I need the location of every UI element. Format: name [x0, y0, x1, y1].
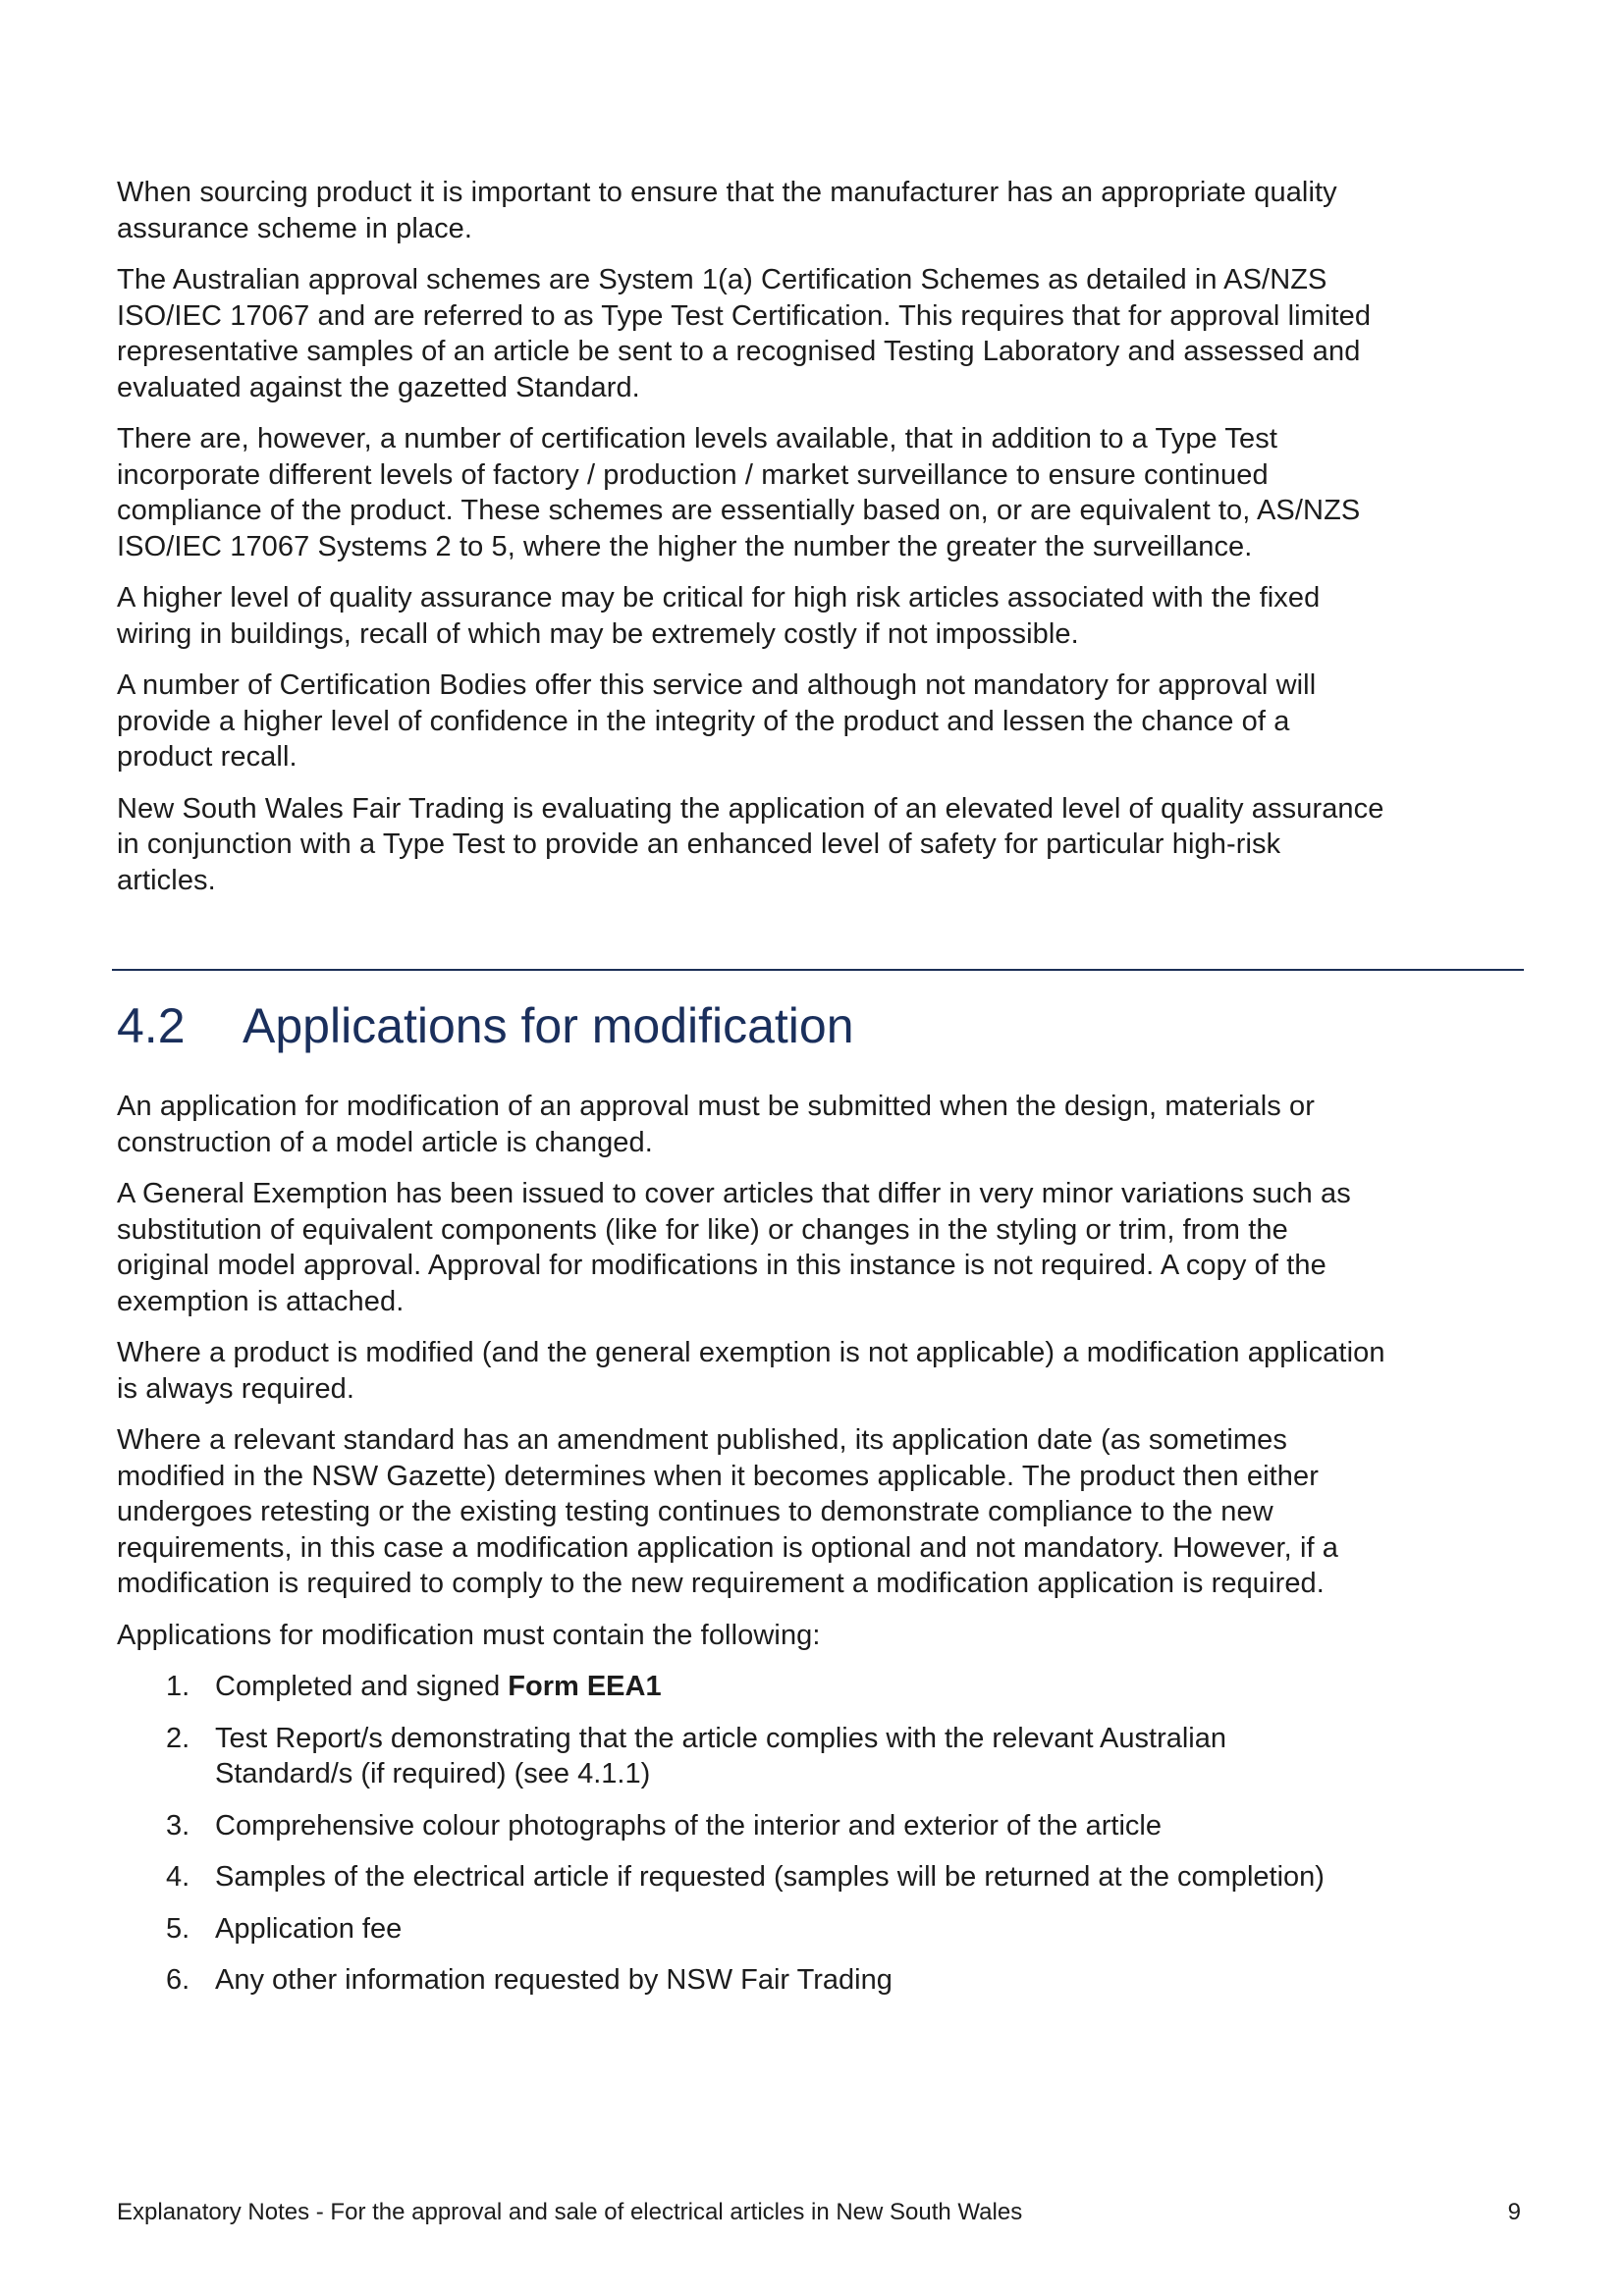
intro-paragraph-2: The Australian approval schemes are System 1(a) Certification Schemes as detailed in AS/NZS ISO/IEC 17067 and are referred to as Type Test Certification. This requires that for approval limited representative samples of an article be sent to a recognised Testing Laboratory and assessed and evaluated against the gazetted Standard. — [117, 264, 1372, 403]
list-item — [117, 1669, 1521, 1705]
list-item — [117, 1808, 1521, 1844]
section-paragraph-3: Where a product is modified (and the general exemption is not applicable) a modification application is always required. — [117, 1337, 1385, 1405]
page-footer — [117, 2198, 1521, 2227]
section-paragraph-5: Applications for modification must contain the following: — [117, 1619, 821, 1651]
list-item-number: 3. — [166, 1809, 190, 1842]
intro-paragraph-6: New South Wales Fair Trading is evaluating the application of an elevated level of quality assurance in conjunction with a Type Test to provide an enhanced level of safety for particular high-risk articles. — [117, 792, 1384, 896]
list-item-number: 6. — [166, 1964, 190, 1996]
intro-paragraph-5: A number of Certification Bodies offer this service and although not mandatory for approval will provide a higher level of confidence in the integrity of the product and lessen the chance of a product recall. — [117, 669, 1317, 773]
intro-paragraph-3: There are, however, a number of certification levels available, that in addition to a Type Test incorporate different levels of factory / production / market surveillance to ensure continued compliance of the product. These schemes are essentially based on, or are equivalent to, AS/NZS ISO/IEC 17067 Systems 2 to 5, where the higher the number the greater the surveillance. — [117, 423, 1361, 562]
list-item-text: Samples of the electrical article if requested (samples will be returned at the completion) — [215, 1861, 1325, 1893]
list-item-text: Any other information requested by NSW Fair Trading — [215, 1964, 893, 1996]
section-paragraph-1: An application for modification of an approval must be submitted when the design, materials or construction of a model article is changed. — [117, 1091, 1316, 1158]
list-item-text: Comprehensive colour photographs of the interior and exterior of the article — [215, 1809, 1162, 1842]
list-item — [117, 1962, 1521, 1999]
list-item — [117, 1859, 1521, 1896]
page-number: 9 — [1507, 2199, 1521, 2225]
list-item-text-plain: Completed and signed — [215, 1671, 509, 1702]
section-title: Applications for modification — [243, 998, 854, 1053]
list-item-text: Test Report/s demonstrating that the article complies with the relevant Australian Standard/s (if required) (see 4.1.1) — [215, 1722, 1227, 1789]
list-item-number: 4. — [166, 1861, 190, 1893]
list-item-text — [215, 1669, 662, 1705]
list-item — [117, 1911, 1521, 1948]
intro-paragraph-4: A higher level of quality assurance may be critical for high risk articles associated with the fixed wiring in buildings, recall of which may be extremely costly if not impossible. — [117, 582, 1321, 650]
list-item-number: 5. — [166, 1912, 190, 1945]
section-paragraph-4: Where a relevant standard has an amendment published, its application date (as sometimes modified in the NSW Gazette) determines when it becomes applicable. The product then either undergoes retesting or the existing testing continues to demonstrate compliance to the new requirements, in this case a modification application is optional and not mandatory. However, if a modification is required to comply to the new requirement a modification application is required. — [117, 1424, 1339, 1599]
requirements-list — [117, 1669, 1521, 1999]
page-content — [117, 175, 1521, 2014]
list-item-number: 2. — [166, 1722, 190, 1754]
section-number: 4.2 — [117, 998, 186, 1053]
footer-title: Explanatory Notes - For the approval and sale of electrical articles in New South Wales — [117, 2199, 1023, 2225]
section-divider — [112, 969, 1524, 971]
form-name: Form EEA1 — [508, 1671, 662, 1702]
intro-paragraph-1: When sourcing product it is important to ensure that the manufacturer has an appropriate quality assurance scheme in place. — [117, 177, 1337, 244]
list-item-text: Application fee — [215, 1912, 403, 1945]
section-heading — [117, 996, 1521, 1055]
section-paragraph-2: A General Exemption has been issued to cover articles that differ in very minor variations such as substitution of equivalent components (like for like) or changes in the styling or trim, from the original model approval. Approval for modifications in this instance is not required. A copy of the exemption is attached. — [117, 1178, 1351, 1317]
list-item-number: 1. — [166, 1671, 190, 1702]
list-item — [117, 1721, 1521, 1792]
